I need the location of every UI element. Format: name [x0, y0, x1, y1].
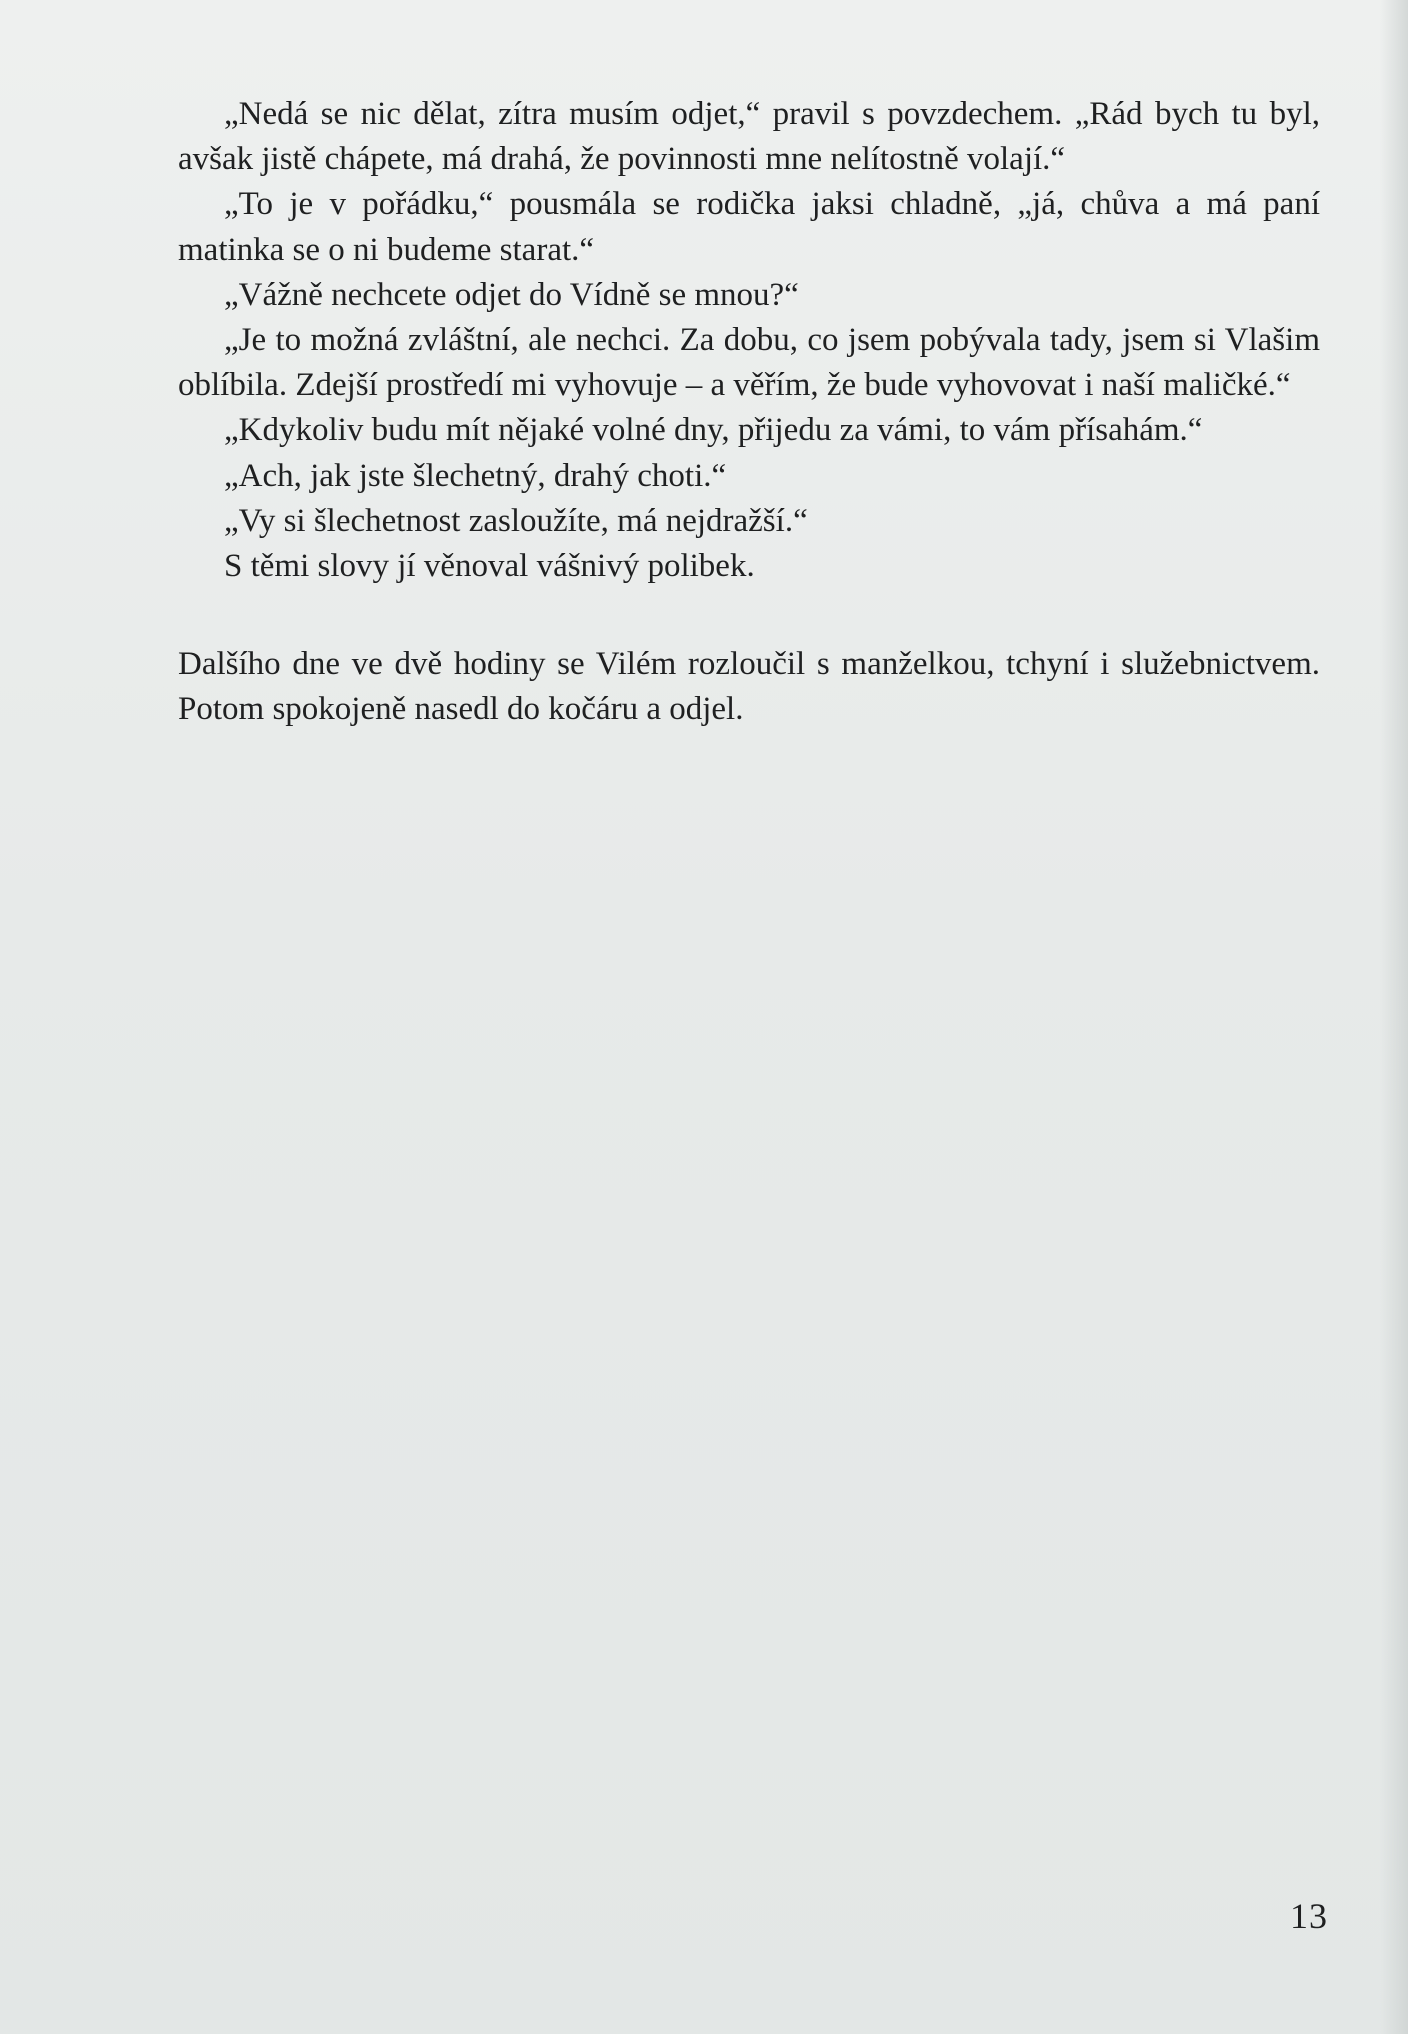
paragraph-6: „Ach, jak jste šlechetný, drahý choti.“ [224, 457, 727, 494]
paragraph-final: Dalšího dne ve dvě hodiny se Vilém rozloučil s manželkou, tchyní i služebnictvem. Potom spokojeně nasedl do kočáru a odjel. [178, 646, 1320, 728]
page-number: 13 [1290, 1896, 1328, 1936]
paragraph-1: „Nedá se nic dělat, zítra musím odjet,“ pravil s povzdechem. „Rád bych tu byl, avšak jistě chápete, má drahá, že povinnosti mne nelítostně volají.“ [178, 96, 1320, 178]
page-edge-shadow [1380, 0, 1408, 2034]
paragraph-2: „To je v pořádku,“ pousmála se rodička jaksi chladně, „já, chůva a má paní matinka se o ni budeme starat.“ [178, 186, 1320, 268]
section-break [178, 589, 1320, 642]
paragraph-4: „Je to možná zvláštní, ale nechci. Za dobu, co jsem pobývala tady, jsem si Vlašim oblíbila. Zdejší prostředí mi vyhovuje – a věřím, že bude vyhovovat i naší maličké.“ [178, 322, 1320, 404]
paragraph-7: „Vy si šlechetnost zasloužíte, má nejdražší.“ [224, 502, 808, 539]
body-text [178, 92, 1320, 733]
paragraph-8: S těmi slovy jí věnoval vášnivý polibek. [224, 548, 755, 585]
paragraph-5: „Kdykoliv budu mít nějaké volné dny, přijedu za vámi, to vám přísahám.“ [224, 412, 1203, 449]
paragraph-3: „Vážně nechcete odjet do Vídně se mnou?“ [224, 276, 799, 313]
